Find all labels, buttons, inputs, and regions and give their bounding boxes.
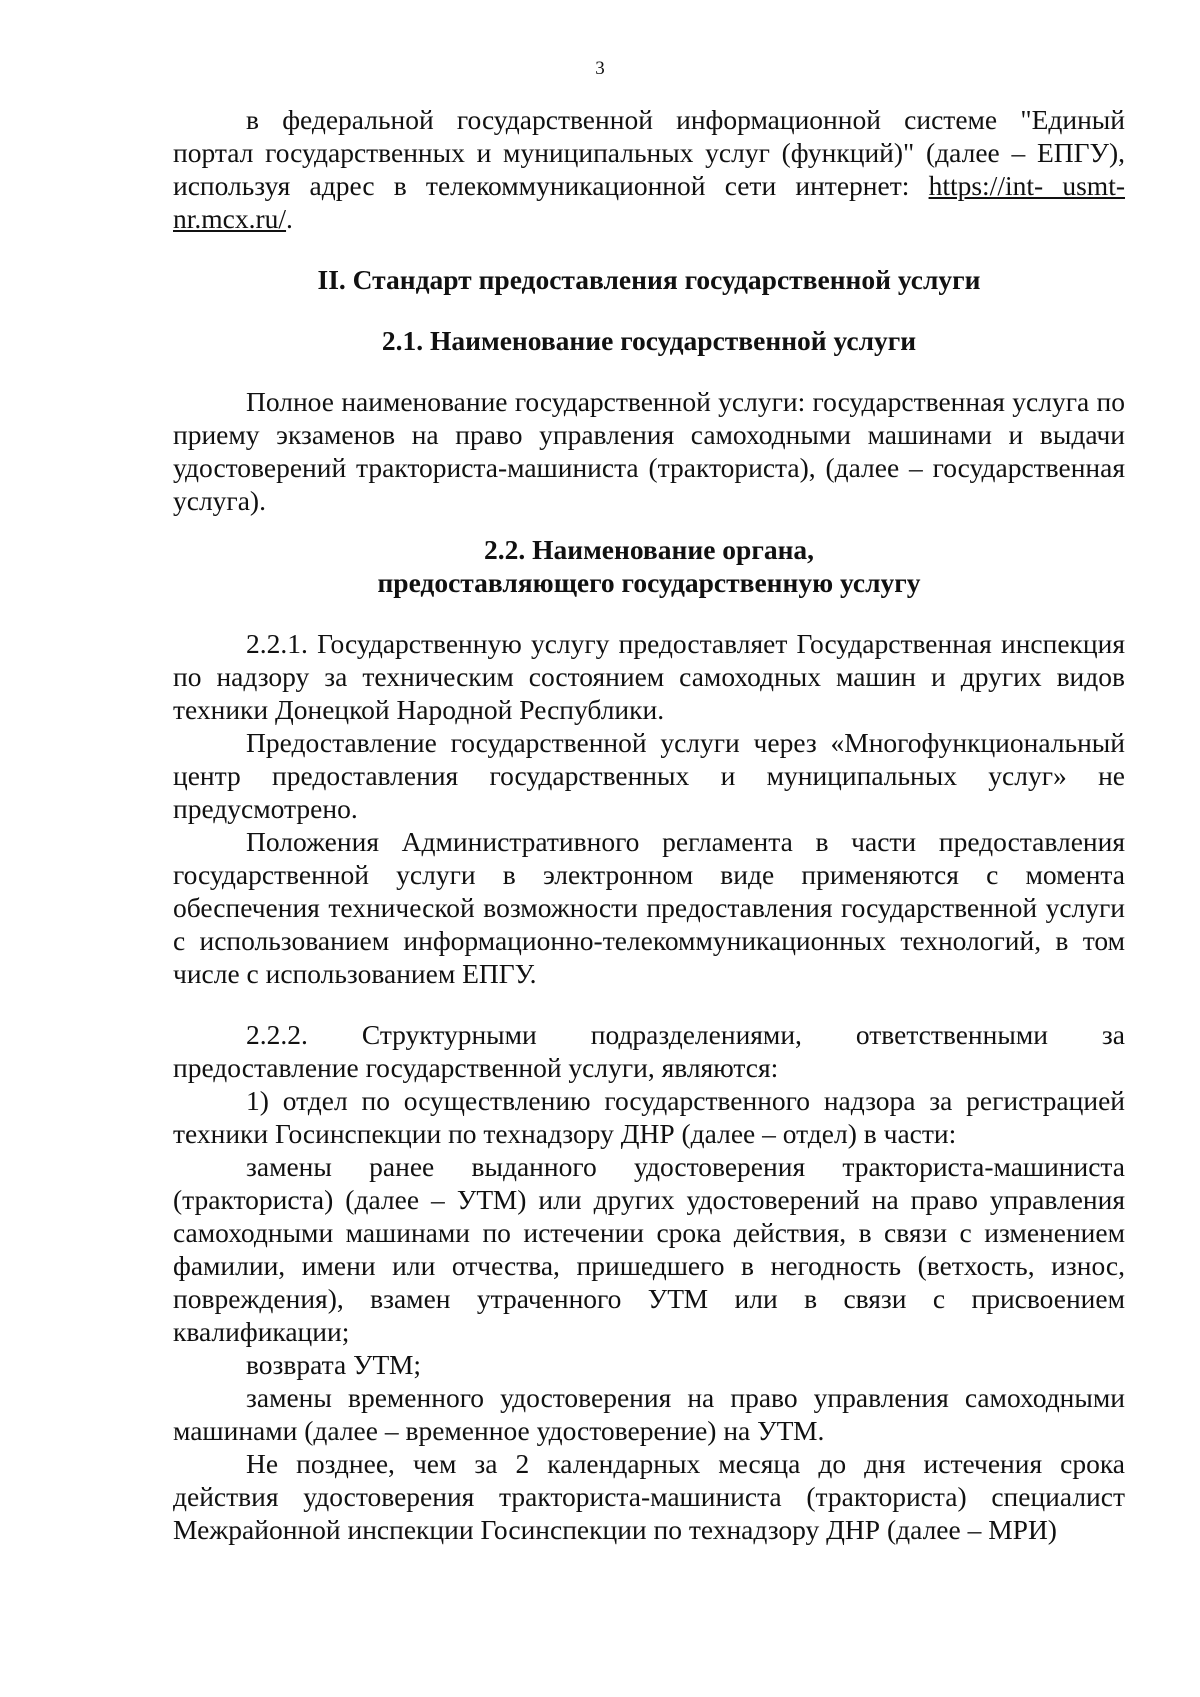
service-name-paragraph: Полное наименование государственной услуги: государственная услуга по приему экзаменов на право управления самоходными машинами и выдачи удостоверений тракториста-машиниста (тракториста), (далее – государственная услуга).: [173, 386, 1125, 516]
paragraph-mfc: Предоставление государственной услуги через «Многофункциональный центр предоставления государственных и муниципальных услуг» не предусмотрено.: [173, 727, 1125, 824]
paragraph-department: 1) отдел по осуществлению государственного надзора за регистрацией техники Госинспекции по технадзору ДНР (далее – отдел) в части:: [173, 1085, 1125, 1149]
paragraph-utm-replacement: замены ранее выданного удостоверения тракториста-машиниста (тракториста) (далее – УТМ) или других удостоверений на право управления самоходными машинами по истечении срока действия, в связи с изменением фамилии, имени или отчества, пришедшего в негодность (ветхость, износ, повреждения), взамен утраченного УТМ или в связи с присвоением квалификации;: [173, 1151, 1125, 1347]
document-body: [173, 103, 1125, 1546]
paragraph-electronic-form: Положения Административного регламента в части предоставления государственной услуги в электронном виде применяются с момента обеспечения технической возможности предоставления государственной услуги с использованием информационно-телекоммуникационных технологий, в том числе с использованием ЕПГУ.: [173, 826, 1125, 989]
paragraph-utm-return: возврата УТМ;: [246, 1349, 422, 1380]
paragraph-2-2-2: 2.2.2. Структурными подразделениями, ответственными за предоставление государственной услуги, являются:: [173, 1019, 1125, 1083]
paragraph-2-2-1: 2.2.1. Государственную услугу предоставляет Государственная инспекция по надзору за техническим состоянием самоходных машин и других видов техники Донецкой Народной Республики.: [173, 628, 1125, 725]
intro-text: в федеральной государственной информационной системе "Единый портал государственных и муниципальных услуг (функций)" (далее – ЕПГУ), используя адрес в телекоммуникационной сети интернет:: [173, 104, 1125, 201]
epgu-link[interactable]: https://int- usmt-nr.mcx.ru/: [173, 170, 1125, 234]
intro-tail: .: [286, 203, 293, 234]
subsection-2-2-title-line1: 2.2. Наименование органа,: [483, 534, 815, 565]
paragraph-deadline: Не позднее, чем за 2 календарных месяца до дня истечения срока действия удостоверения тракториста-машиниста (тракториста) специалист Межрайонной инспекции Госинспекции по технадзору ДНР (далее – МРИ): [173, 1448, 1125, 1545]
intro-paragraph: [173, 103, 1125, 235]
paragraph-temporary-license: замены временного удостоверения на право управления самоходными машинами (далее – временное удостоверение) на УТМ.: [173, 1382, 1125, 1446]
section-title: II. Стандарт предоставления государственной услуги: [317, 264, 981, 295]
subsection-2-1-title: 2.1. Наименование государственной услуги: [381, 325, 917, 356]
subsection-2-2-title-line2: предоставляющего государственную услугу: [377, 567, 921, 598]
page-number: 3: [595, 58, 605, 79]
